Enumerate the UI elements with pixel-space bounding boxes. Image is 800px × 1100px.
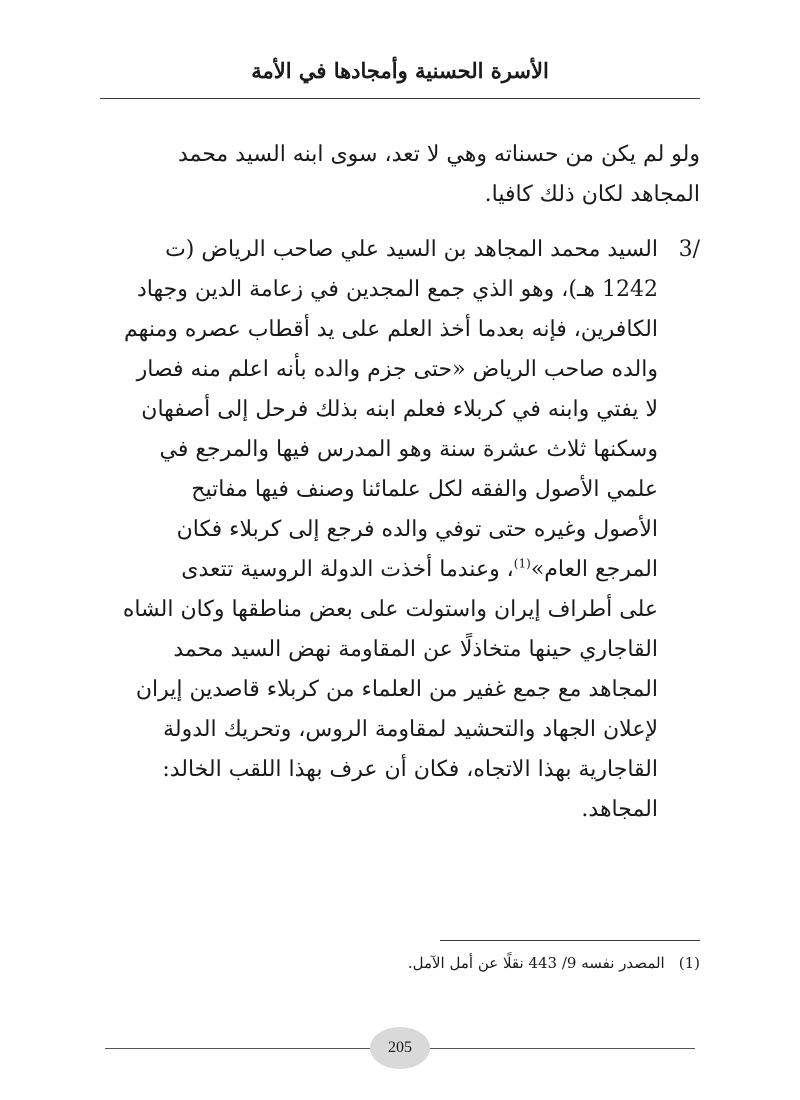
item-line: لإعلان الجهاد والتحشيد لمقاومة الروس، وتحريك الدولة — [163, 717, 658, 742]
item-line: المجاهد مع جمع غفير من العلماء من كربلاء قاصدين إيران — [135, 677, 658, 702]
item-line: القاجاري حينها متخاذلًا عن المقاومة نهض السيد محمد — [173, 637, 658, 662]
paragraph-1 — [100, 135, 700, 215]
footnote-text: المصدر نفسه 9/ 443 نقلًا عن أمل الآمل. — [407, 954, 665, 972]
footnote — [100, 950, 700, 976]
list-item-3 — [100, 230, 700, 830]
item-line-with-footnote — [100, 550, 658, 590]
item-line: 1242 هـ)، وهو الذي جمع المجدين في زعامة الدين وجهاد — [136, 277, 658, 302]
item-line: لا يفتي وابنه في كربلاء فعلم ابنه بذلك فرحل إلى أصفهان — [141, 397, 658, 422]
item-line: القاجارية بهذا الاتجاه، فكان أن عرف بهذا اللقب الخالد: — [162, 757, 658, 782]
item-line-text: المرجع العام» — [530, 557, 658, 582]
page-number-rule-right — [430, 1048, 695, 1049]
footnote-reference[interactable]: (1) — [513, 556, 531, 571]
item-line: السيد محمد المجاهد بن السيد علي صاحب الرياض (ت — [165, 237, 658, 262]
list-item-body — [100, 230, 658, 830]
page-number-rule-left — [105, 1048, 370, 1049]
item-line-text: ، وعندما أخذت الدولة الروسية تتعدى — [181, 557, 514, 582]
header-divider — [100, 98, 700, 99]
item-line: الكافرين، فإنه بعدما أخذ العلم على يد أقطاب عصره ومنهم — [124, 317, 658, 342]
paragraph-1-line: ولو لم يكن من حسناته وهي لا تعد، سوى ابنه السيد محمد — [177, 142, 700, 167]
list-item-number: /3 — [678, 237, 700, 262]
item-line: الأصول وغيره حتى توفي والده فرجع إلى كربلاء فكان — [176, 517, 658, 542]
item-line: والده صاحب الرياض «حتى جزم والده بأنه اعلم منه فصار — [136, 357, 658, 382]
item-line: المجاهد. — [581, 797, 658, 822]
running-header-title: الأسرة الحسنية وأمجادها في الأمة — [251, 58, 549, 83]
footnote-number: (1) — [678, 954, 700, 972]
item-line: على أطراف إيران واستولت على بعض مناطقها وكان الشاه — [122, 597, 658, 622]
page-number: 205 — [370, 1027, 430, 1069]
item-line: وسكنها ثلاث عشرة سنة وهو المدرس فيها والمرجع في — [159, 437, 658, 462]
item-line: علمي الأصول والفقه لكل علمائنا وصنف فيها مفاتيح — [191, 477, 658, 502]
footnote-divider — [440, 940, 700, 941]
paragraph-1-line: المجاهد لكان ذلك كافيا. — [484, 182, 700, 207]
